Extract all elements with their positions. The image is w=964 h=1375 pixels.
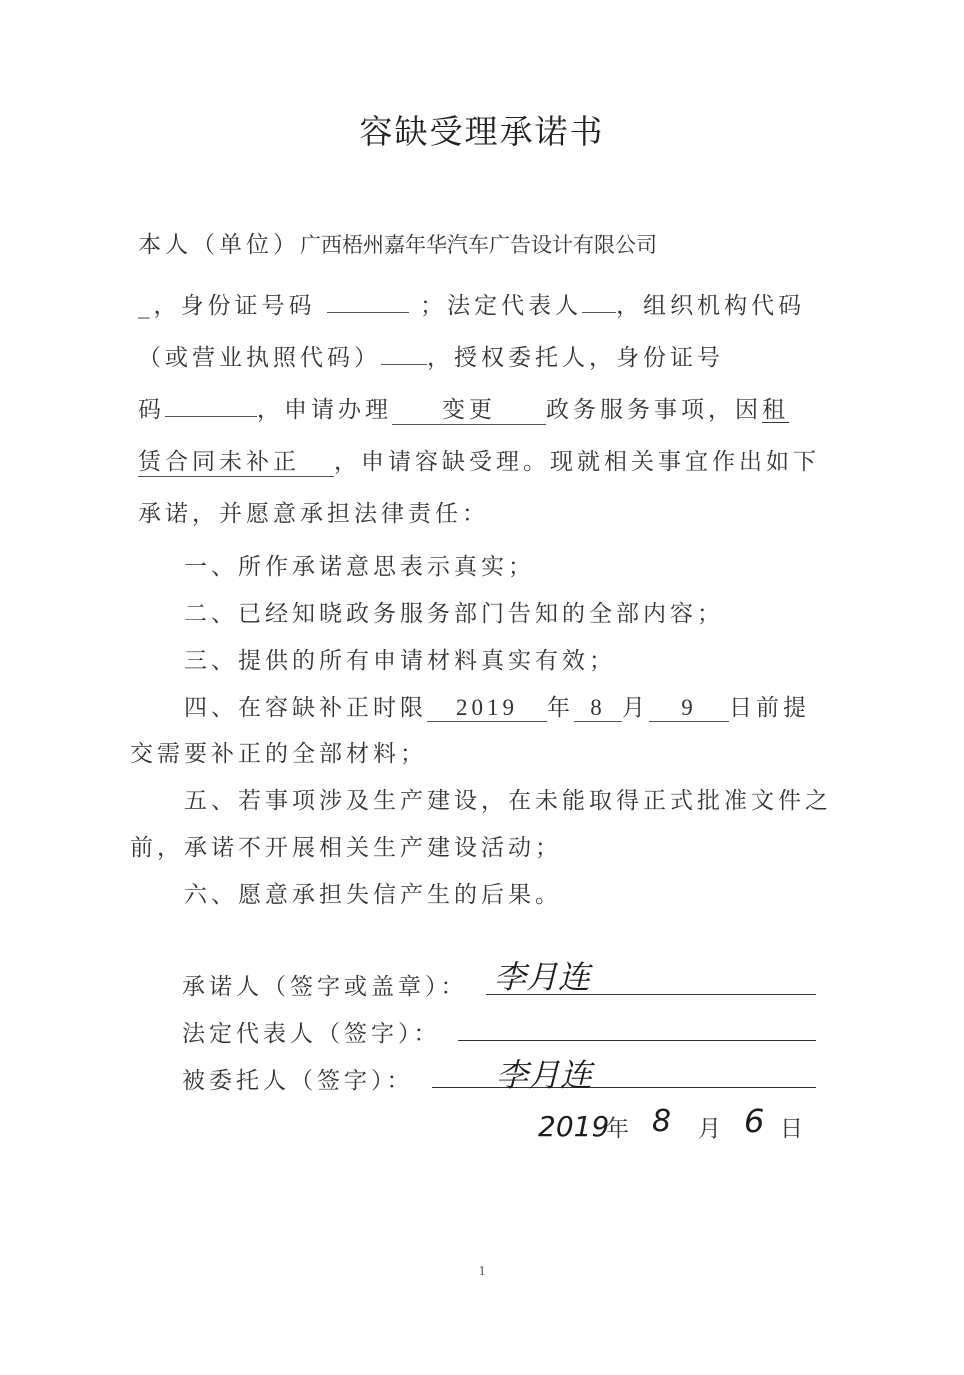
promise-3: 三、提供的所有申请材料真实有效； <box>184 648 616 674</box>
promise-4-cont: 交需要补正的全部材料； <box>130 741 427 767</box>
promise-1: 一、所作承诺意思表示真实； <box>184 554 535 580</box>
delegate-signature-line[interactable] <box>432 1087 816 1088</box>
service-suffix: 政务服务事项，因 <box>546 397 762 423</box>
service-item-field[interactable]: 变更 <box>392 391 546 425</box>
deadline-day-field[interactable]: 9 <box>649 695 729 722</box>
document-title: 容缺受理承诺书 <box>359 112 605 151</box>
company-name: 广西梧州嘉年华汽车广告设计有限公司 <box>300 233 657 257</box>
deadline-suffix: 日前提 <box>729 695 810 721</box>
sign-date-month: 8 <box>652 1104 672 1139</box>
license-code-label: （或营业执照代码） <box>138 345 381 371</box>
promise-4 <box>184 689 810 722</box>
intro-continuation: ，申请容缺受理。现就相关事宜作出如下 <box>334 449 820 475</box>
intro-line-3 <box>138 339 724 372</box>
deadline-month-field[interactable]: 8 <box>574 695 622 722</box>
promisor-label: 承诺人（签字或盖章）： <box>182 974 468 1000</box>
applicant-prefix: 本人（单位） <box>138 232 300 258</box>
intro-line-6: 承诺，并愿意承担法律责任： <box>138 501 489 527</box>
year-label: 年 <box>547 695 574 721</box>
org-code-label: ，组织机构代码 <box>616 293 806 319</box>
sign-date-day-label: 日 <box>780 1116 803 1142</box>
intro-line-5 <box>138 443 820 477</box>
id-number-label: _，身份证号码 <box>138 293 316 319</box>
id-number-field[interactable] <box>327 292 409 313</box>
promise-5-line-2: 前，承诺不开展相关生产建设活动； <box>130 835 562 861</box>
reason-field-part2[interactable]: 赁合同未补正 <box>138 443 334 477</box>
sign-date-month-label: 月 <box>698 1116 721 1142</box>
month-label: 月 <box>622 695 649 721</box>
reason-field-part1[interactable]: 租 <box>762 397 789 423</box>
delegate-id-label-cont: 码 <box>138 397 165 423</box>
intro-line-2 <box>138 287 805 320</box>
deadline-label: 四、在容缺补正时限 <box>184 695 427 721</box>
delegate-id-label: ，授权委托人，身份证号 <box>427 345 724 371</box>
sign-date-day: 6 <box>744 1102 765 1140</box>
promisor-signature: 李月连 <box>494 958 591 996</box>
delegate-signature: 李月连 <box>496 1056 593 1094</box>
deadline-year-field[interactable]: 2019 <box>427 695 547 722</box>
promise-6: 六、愿意承担失信产生的后果。 <box>184 882 562 908</box>
promise-5-line-1: 五、若事项涉及生产建设，在未能取得正式批准文件之 <box>184 788 832 814</box>
promise-2: 二、已经知晓政务服务部门告知的全部内容； <box>184 601 724 627</box>
legal-rep-label: ；法定代表人 <box>420 293 583 319</box>
delegate-id-field[interactable] <box>165 396 257 417</box>
license-code-field[interactable] <box>381 344 427 365</box>
sign-date-year: 2019 <box>538 1110 610 1143</box>
intro-line-1 <box>138 226 657 259</box>
legal-rep-signature-label: 法定代表人（签字）： <box>182 1021 441 1047</box>
delegate-signature-label: 被委托人（签字）： <box>182 1068 414 1094</box>
legal-rep-signature-line[interactable] <box>458 1040 816 1041</box>
apply-label: ，申请办理 <box>257 397 392 423</box>
legal-rep-field[interactable] <box>582 292 616 313</box>
page-number: 1 <box>478 1264 486 1279</box>
sign-date-year-label: 年 <box>606 1116 629 1142</box>
intro-line-4 <box>138 391 789 425</box>
